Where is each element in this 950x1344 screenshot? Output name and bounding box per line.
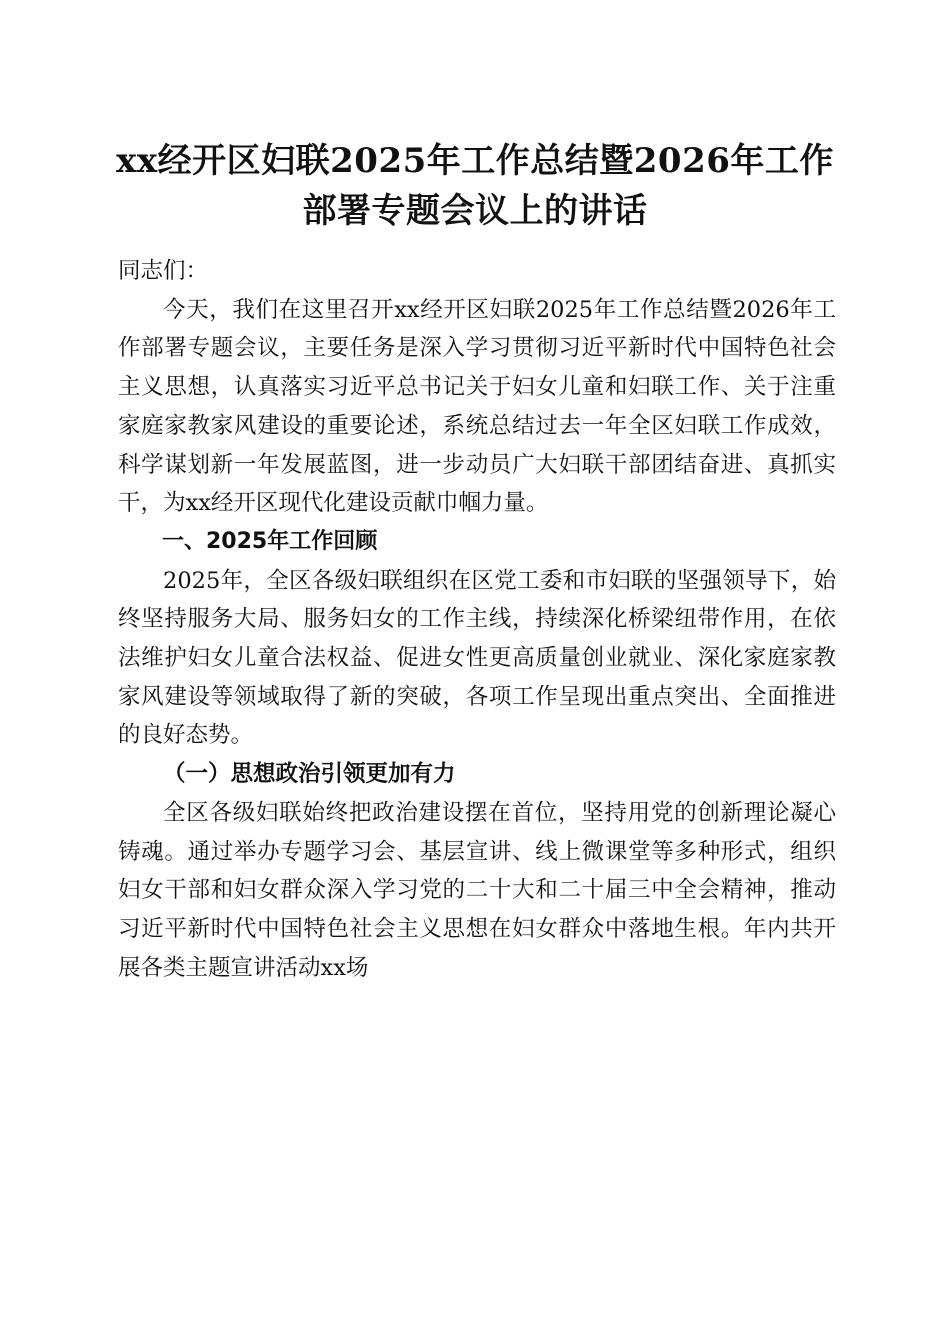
title-line-1: xx经开区妇联2025年工作总结暨2026年工作: [116, 141, 834, 181]
document-body: [118, 252, 836, 987]
section-paragraph: 2025年，全区各级妇联组织在区党工委和市妇联的坚强领导下，始终坚持服务大局、服务妇女的工作主线，持续深化桥梁纽带作用，在依法维护妇女儿童合法权益、促进女性更高质量创业就业、深化家庭家教家风建设等领域取得了新的突破，各项工作呈现出重点突出、全面推进的良好态势。: [118, 567, 836, 749]
section-heading: 一、2025年工作回顾: [162, 528, 378, 554]
document-title: [100, 136, 850, 236]
intro-paragraph: 今天，我们在这里召开xx经开区妇联2025年工作总结暨2026年工作部署专题会议，主要任务是深入学习贯彻习近平新时代中国特色社会主义思想，认真落实习近平总书记关于妇女儿童和妇联工作、关于注重家庭家教家风建设的重要论述，系统总结过去一年全区妇联工作成效，科学谋划新一年发展蓝图，进一步动员广大妇联干部团结奋进、真抓实干，为xx经开区现代化建设贡献巾帼力量。: [118, 296, 836, 517]
title-line-2: 部署专题会议上的讲话: [302, 191, 648, 231]
salutation: 同志们：: [118, 258, 209, 284]
subsection-heading: （一）思想政治引领更加有力: [163, 761, 456, 788]
subsection-paragraph: 全区各级妇联始终把政治建设摆在首位，坚持用党的创新理论凝心铸魂。通过举办专题学习会、基层宣讲、线上微课堂等多种形式，组织妇女干部和妇女群众深入学习党的二十大和二十届三中全会精神，推动习近平新时代中国特色社会主义思想在妇女群众中落地生根。年内共开展各类主题宣讲活动xx场: [118, 799, 836, 981]
